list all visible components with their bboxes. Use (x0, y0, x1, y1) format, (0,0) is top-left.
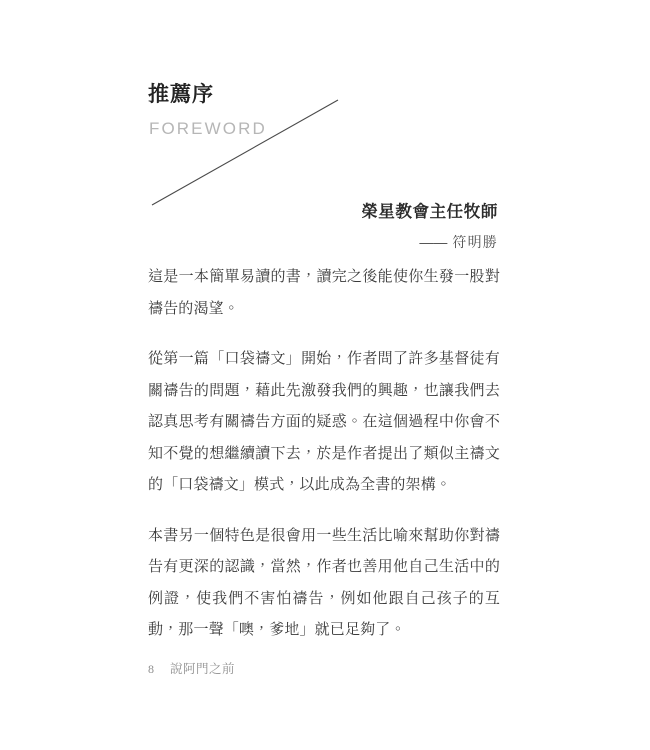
page-footer (148, 663, 235, 676)
em-dash-icon: —— (419, 233, 448, 250)
body-paragraph: 從第一篇「口袋禱文」開始，作者問了許多基督徒有關禱告的問題，藉此先激發我們的興趣，也讓我們去認真思考有關禱告方面的疑惑。在這個過程中你會不知不覺的想繼續讀下去，於是作者提出了類似主禱文的「口袋禱文」模式，以此成為全書的架構。 (148, 351, 500, 493)
page-number: 8 (148, 662, 154, 676)
author-name: 符明勝 (452, 233, 498, 250)
foreword-header (148, 82, 498, 212)
body-paragraph: 本書另一個特色是很會用一些生活比喻來幫助你對禱告有更深的認識，當然，作者也善用他自己生活中的例證，使我們不害怕禱告，例如他跟自己孩子的互動，那一聲「噢，爹地」就已足夠了。 (148, 527, 500, 638)
foreword-body (148, 262, 500, 647)
running-title: 說阿門之前 (170, 662, 236, 676)
body-paragraph: 這是一本簡單易讀的書，讀完之後能使你生發一股對禱告的渴望。 (148, 269, 500, 317)
page-title-chinese: 推薦序 (148, 83, 214, 106)
diagonal-rule-decoration (148, 82, 498, 212)
author-role: 榮星教會主任牧師 (361, 203, 498, 221)
author-name-line (198, 232, 498, 253)
page-title-english: FOREWORD (149, 119, 267, 138)
author-attribution (198, 200, 498, 253)
